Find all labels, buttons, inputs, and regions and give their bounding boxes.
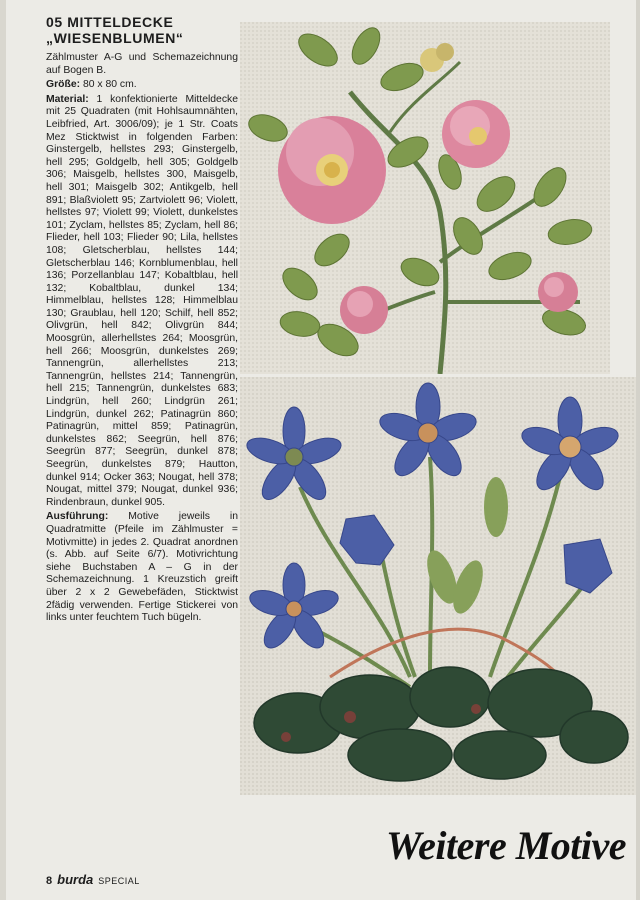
execution-label: Ausführung: xyxy=(46,511,109,523)
material-paragraph xyxy=(46,94,238,510)
material-label: Material: xyxy=(46,93,89,105)
article-text-column xyxy=(46,14,238,627)
page-footer xyxy=(46,872,140,887)
embroidery-blue-hepatica-icon xyxy=(240,377,636,795)
embroidery-wild-rose-icon xyxy=(240,22,610,374)
embroidery-photo-blue-flowers xyxy=(240,377,636,795)
size-value: 80 x 80 cm. xyxy=(82,79,137,91)
size-label: Größe: xyxy=(46,79,81,91)
section-title: Weitere Motive xyxy=(386,823,626,868)
brand-logo: burda xyxy=(57,872,94,887)
execution-text: Motive jeweils in Quadratmitte (Pfeile im Zählmuster = Motivmitte) in jedes 2. Quadrat anordnen (s. Abb. auf Seite 6/7). Motivrichtung siehe Buchstaben A – G in der Schemazeichnung. 1 Kreuzstich greift über 2 x 2 Gewebefäden, Sticktwist 2fädig verwenden. Fertige Stickerei von links unter feuchtem Tuch bügeln. xyxy=(46,511,239,624)
article-heading-number-title: 05 MITTELDECKE xyxy=(46,14,174,30)
size-paragraph xyxy=(46,79,238,92)
execution-paragraph xyxy=(46,511,238,624)
page-number: 8 xyxy=(46,875,53,887)
brand-sub: SPECIAL xyxy=(98,876,140,886)
intro-paragraph: Zählmuster A-G und Schemazeichnung auf Bogen B. xyxy=(46,52,238,76)
embroidery-photo-wild-rose xyxy=(240,22,610,374)
material-text: 1 konfektionierte Mitteldecke mit 25 Quadraten (mit Hohlsaumnähten, Leibfried, Art. 3006/09); je 1 Str. Coats Mez Sticktwist in folgenden Farben: Ginstergelb, hellstes 293; Ginstergelb, hell 295; Goldgelb, hell 305; Goldgelb 306; Maisgelb, hellstes 300, Maisgelb, hell 301; Maisgelb 302; Antikgelb, hell 891; Blaßviolett 95; Zartviolett 96; Violett, hellstes 97; Violett 99; Violett, dunkelstes 101; Zyclam, hellstes 85; Zyclam, hell 86; Flieder, hell 103; Flieder 90; Lila, hellstes 108; Gletscherblau, hellstes 144; Gletscherblau 146; Kornblumenblau, hell 136; Porzellanblau 147; Kobaltblau, hell 132; Kobaltblau, dunkel 134; Himmelblau, hellstes 128; Himmelblau 130; Graublau, hell 120; Schilf, hell 852; Olivgrün, hell 842; Olivgrün 844; Moosgrün, allerhellstes 264; Moosgrün, hell 266; Moosgrün, dunkelstes 269; Tannengrün, allerhellstes 213; Tannengrün, hellstes 214; Tannengrün, hell 215; Tannengrün, dunkelstes 683; Lindgrün, hell 260; Lindgrün 261; Lindgrün, dunkel 262; Patinagrün 860; Patinagrün, mittel 859; Patinagrün, dunkelstes 862; Seegrün, hell 876; Seegrün 877; Seegrün, dunkel 878; Seegrün, dunkelstes 879; Hautton, dunkel 914; Ocker 363; Nougat, hell 378; Nougat, mittel 379; Nougat, dunkel 936; Rindenbraun, dunkel 905. xyxy=(46,93,239,508)
article-heading-subtitle: „WIESENBLUMEN“ xyxy=(46,30,184,46)
